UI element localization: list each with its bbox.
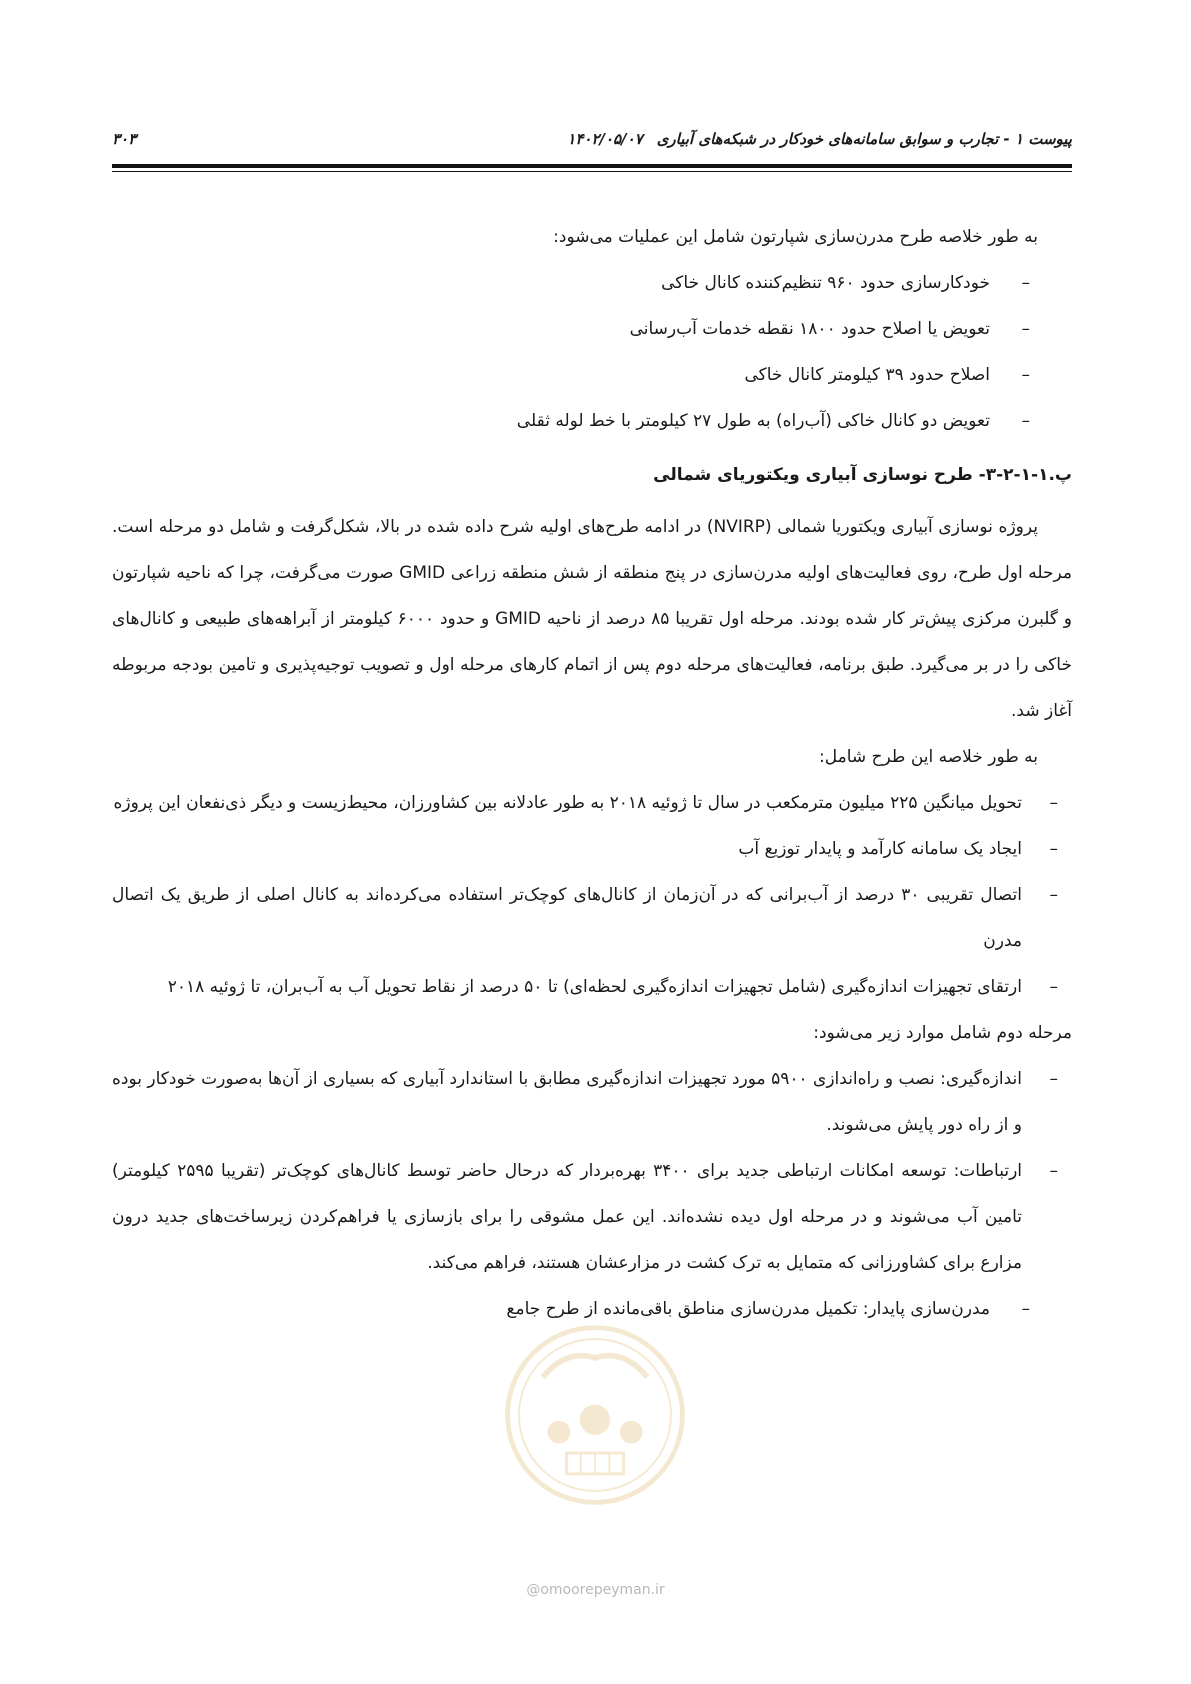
list-item [112, 306, 1072, 352]
list-item [112, 826, 1072, 872]
page-header [112, 126, 1072, 166]
list-item [112, 1148, 1072, 1286]
list-item [112, 964, 1072, 1010]
list-item [112, 260, 1072, 306]
list-item-text: ارتباطات: توسعه امکانات ارتباطی جدید برای ۳۴۰۰ بهره‌بردار که درحال حاضر توسط کانال‌های کوچک‌تر (تقریبا ۲۵۹۵ کیلومتر) تامین آب می‌شوند و در مرحله اول دیده نشده‌اند. این عمل مشوقی را برای بازسازی یا فراهم‌کردن زیرساخت‌های جدید درون مزارع برای کشاورزانی که متمایل به ترک کشت در مزارعشان هستند، فراهم می‌کند. [112, 1161, 1022, 1273]
list-item-text: تعویض دو کانال خاکی (آب‌راه) به طول ۲۷ کیلومتر با خط لوله ثقلی [516, 411, 990, 431]
list-item [112, 352, 1072, 398]
list-item [112, 398, 1072, 444]
page-number: ۳۰۳ [112, 130, 137, 148]
list-item-text: ایجاد یک سامانه کارآمد و پایدار توزیع آب [738, 839, 1022, 859]
list-item-text: ارتقای تجهیزات اندازه‌گیری (شامل تجهیزات اندازه‌گیری لحظه‌ای) تا ۵۰ درصد از نقاط تحویل آب به آب‌بران، تا ژوئیه ۲۰۱۸ [167, 977, 1022, 997]
nvirp-paragraph: پروژه نوسازی آبیاری ویکتوریا شمالی (NVIRP) در ادامه طرح‌های اولیه شرح داده شده در بالا، شکل‌گرفت و شامل دو مرحله است. مرحله اول طرح، روی فعالیت‌های اولیه مدرن‌سازی در پنج منطقه از شش منطقه زراعی GMID صورت می‌گرفت، چرا که ناحیه شپارتون و گلبرن مرکزی پیش‌تر کار شده بودند. مرحله اول تقریبا ۸۵ درصد از ناحیه GMID و حدود ۶۰۰۰ کیلومتر از آبراهه‌های طبیعی و کانال‌های خاکی را در بر می‌گیرد. طبق برنامه، فعالیت‌های مرحله دوم پس از اتمام کارهای مرحله اول و تصویب توجیه‌پذیری و تامین بودجه مربوطه آغاز شد. [112, 517, 1072, 721]
list-item-text: تحویل میانگین ۲۲۵ میلیون مترمکعب در سال تا ژوئیه ۲۰۱۸ به طور عادلانه بین کشاورزان، محیط‌زیست و دیگر ذی‌نفعان این پروژه [113, 793, 1022, 813]
bullet-dash: – [1021, 273, 1030, 293]
list-item-text: خودکارسازی حدود ۹۶۰ تنظیم‌کننده کانال خاکی [661, 273, 990, 293]
list-item-text: تعویض یا اصلاح حدود ۱۸۰۰ نقطه خدمات آب‌رسانی [629, 319, 990, 339]
phase-two-list [112, 1056, 1072, 1286]
header-date: ۱۴۰۲/۰۵/۰۷ [567, 130, 643, 148]
bullet-dash: – [1049, 1069, 1058, 1089]
header-title-line [567, 130, 1072, 148]
list-item [112, 780, 1072, 826]
bullet-dash: – [1049, 1161, 1058, 1181]
intro-shepparton: به طور خلاصه طرح مدرن‌سازی شپارتون شامل این عملیات می‌شود: [553, 227, 1038, 247]
bullet-dash: – [1021, 411, 1030, 431]
list-item-text: اندازه‌گیری: نصب و راه‌اندازی ۵۹۰۰ مورد تجهیزات اندازه‌گیری مطابق با استاندارد آبیاری که بسیاری از آن‌ها به‌صورت خودکار بوده و از راه دور پایش می‌شوند. [112, 1069, 1022, 1135]
watermark-seal [500, 1320, 690, 1510]
list-item-text: مدرن‌سازی پایدار: تکمیل مدرن‌سازی مناطق باقی‌مانده از طرح جامع [506, 1299, 990, 1319]
bullet-dash: – [1021, 319, 1030, 339]
bullet-dash: – [1049, 839, 1058, 859]
plan-list [112, 780, 1072, 1010]
intro-phase-two: مرحله دوم شامل موارد زیر می‌شود: [813, 1023, 1072, 1043]
list-item [112, 1056, 1072, 1148]
bullet-dash: – [1021, 1299, 1030, 1319]
shepparton-list [112, 260, 1072, 444]
intro-plan-summary: به طور خلاصه این طرح شامل: [819, 747, 1038, 767]
bullet-dash: – [1049, 885, 1058, 905]
bullet-dash: – [1021, 365, 1030, 385]
bullet-dash: – [1049, 977, 1058, 997]
list-item-text: اتصال تقریبی ۳۰ درصد از آب‌برانی که در آن‌زمان از کانال‌های کوچک‌تر استفاده می‌کرده‌اند به کانال اصلی از طریق یک اتصال مدرن [112, 885, 1023, 951]
list-item-text: اصلاح حدود ۳۹ کیلومتر کانال خاکی [744, 365, 990, 385]
watermark-url: @omoorepeyman.ir [526, 1582, 665, 1598]
list-item [112, 872, 1072, 964]
bullet-dash: – [1049, 793, 1058, 813]
header-rule-thin [112, 171, 1072, 172]
page-body [112, 214, 1072, 1332]
header-rule-thick [112, 164, 1072, 168]
section-heading: پ.۱-۱-۲-۳- طرح نوسازی آبیاری ویکتوریای شمالی [653, 465, 1072, 485]
header-title: پیوست ۱ - تجارب و سوابق سامانه‌های خودکار در شبکه‌های آبیاری [656, 130, 1072, 148]
